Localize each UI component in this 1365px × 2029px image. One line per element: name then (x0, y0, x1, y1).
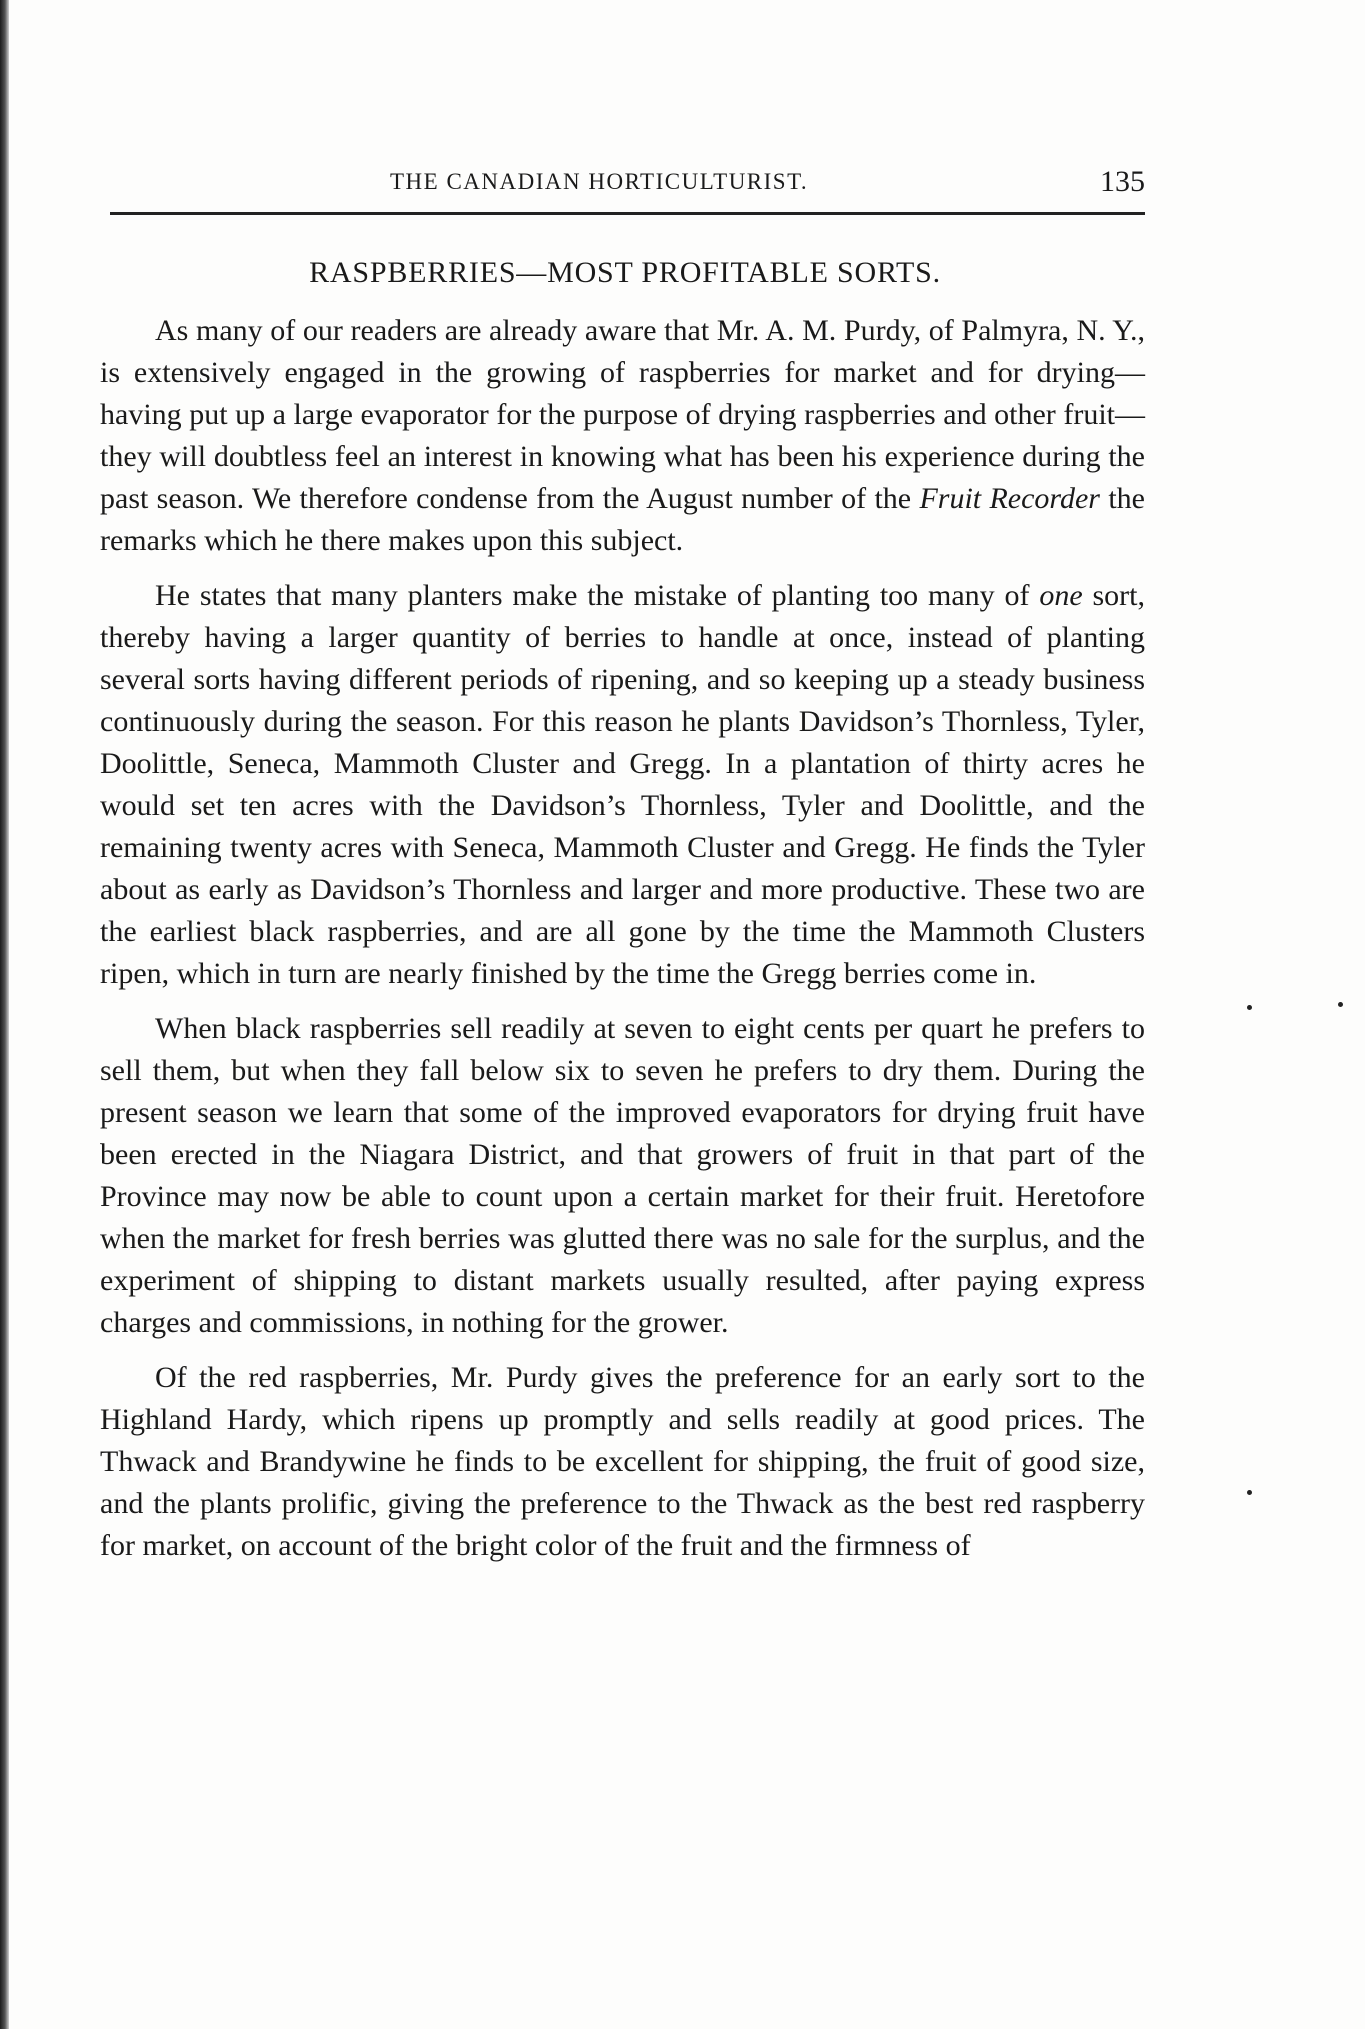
paragraph-2: He states that many planters make the mistake of planting too many of one sort, thereby having a larger quantity of berries to handle at once, instead of planting several sorts having different periods of ripening, and so keeping up a steady business continuously during the season. For this reason he plants Davidson’s Thornless, Tyler, Doolittle, Seneca, Mammoth Cluster and Gregg. In a plantation of thirty acres he would set ten acres with the Davidson’s Thornless, Tyler and Doolittle, and the remaining twenty acres with Seneca, Mammoth Cluster and Gregg. He finds the Tyler about as early as Davidson’s Thornless and larger and more productive. These two are the earliest black raspberries, and are all gone by the time the Mammoth Clusters ripen, which in turn are nearly finished by the time the Gregg berries come in. (100, 579, 1145, 990)
article-body (100, 310, 1145, 1580)
paragraph-4: Of the red raspberries, Mr. Purdy gives the preference for an early sort to the Highland Hardy, which ripens up promptly and sells readily at good prices. The Thwack and Brandywine he finds to be excellent for shipping, the fruit of good size, and the plants prolific, giving the preference to the Thwack as the best red raspberry for market, on account of the bright color of the fruit and the firmness of (100, 1361, 1145, 1562)
publication-name: Fruit Recorder (919, 482, 1100, 515)
header-rule (110, 212, 1145, 215)
paragraph-3: When black raspberries sell readily at seven to eight cents per quart he prefers to sell them, but when they fall below six to seven he prefers to dry them. During the present season we learn that some of the improved evaporators for drying fruit have been erected in the Niagara District, and that growers of fruit in that part of the Province may now be able to count upon a certain market for their fruit. Heretofore when the market for fresh berries was glutted there was no sale for the surplus, and the experiment of shipping to distant markets usually resulted, after paying express charges and commissions, in nothing for the grower. (100, 1012, 1145, 1339)
article-title: RASPBERRIES—MOST PROFITABLE SORTS. (309, 256, 941, 289)
page-binding-edge (0, 0, 9, 2029)
ink-speck (1338, 1002, 1343, 1007)
ink-speck (1247, 1005, 1252, 1010)
running-title: THE CANADIAN HORTICULTURIST. (390, 169, 809, 194)
paragraph-1: As many of our readers are already aware that Mr. A. M. Purdy, of Palmyra, N. Y., is extensively engaged in the growing of raspberries for market and for drying—having put up a large evaporator for the purpose of drying raspberries and other fruit—they will doubtless feel an interest in knowing what has been his experience during the past season. We therefore condense from the August number of the Fruit Recorder the remarks which he there makes upon this subject. (100, 314, 1145, 557)
running-header (105, 165, 1145, 199)
emphasis: one (1039, 579, 1083, 612)
page-number: 135 (1100, 165, 1145, 198)
ink-speck (1247, 1490, 1252, 1495)
